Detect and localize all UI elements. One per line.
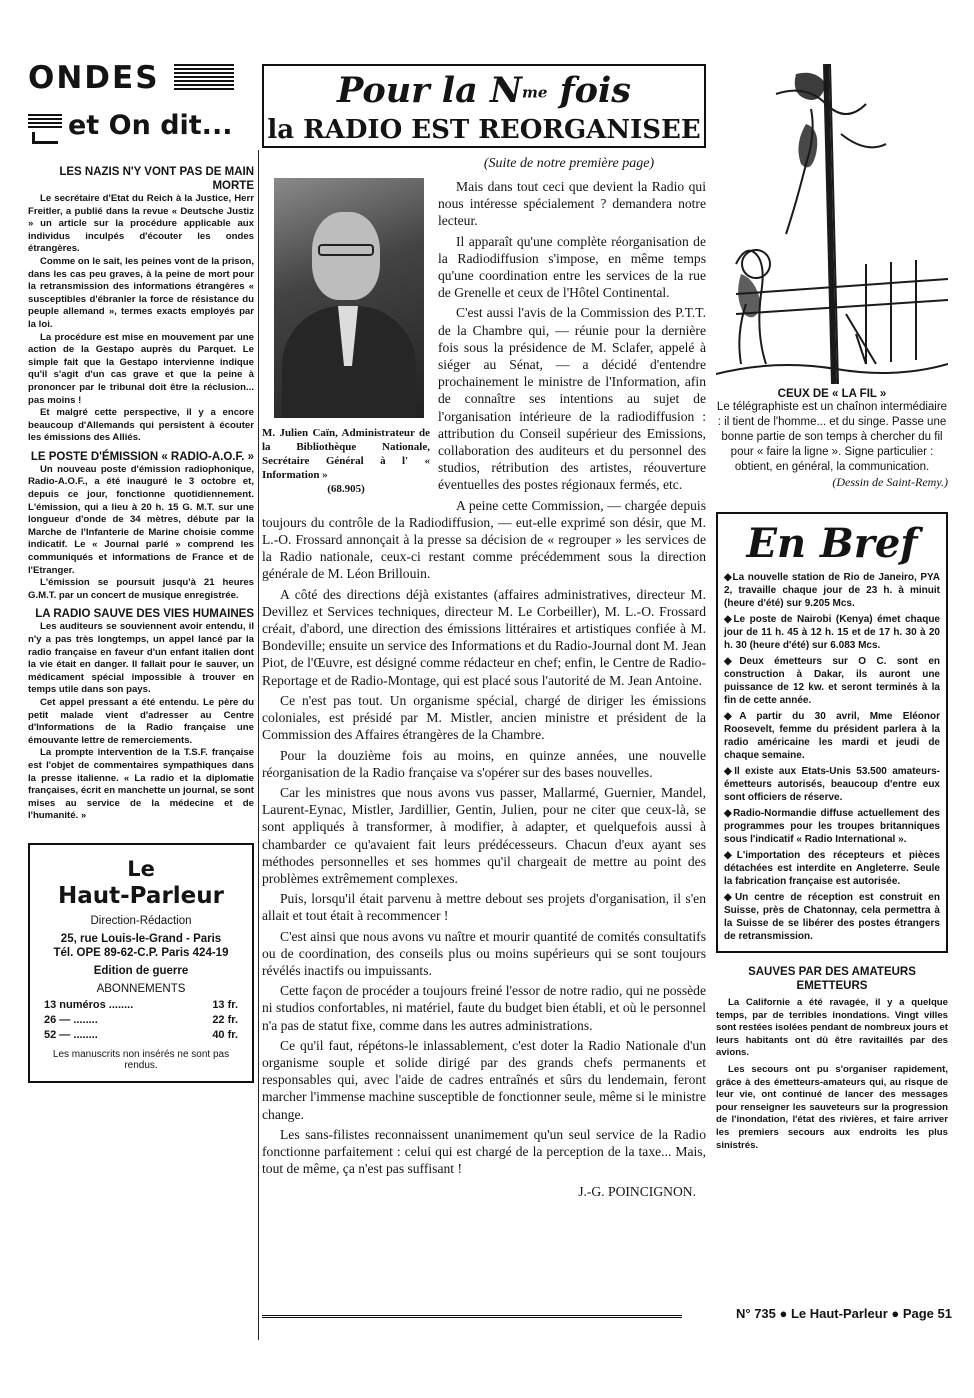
sub-label: 52 — ........ bbox=[44, 1028, 98, 1041]
article-paragraph: Et malgré cette perspective, il y a encore beaucoup d'Allemands qui persistent à écouter les émissions des Alliés. bbox=[28, 407, 254, 444]
corner-mark-icon bbox=[32, 132, 58, 144]
bref-item: ◆ Un centre de réception est construit en Suisse, près de Chatonnay, cela permettra à la Suisse de se libérer des postes étrangers de retransmission. bbox=[724, 891, 940, 943]
footer-text: N° 735 ● Le Haut-Parleur ● Page 51 bbox=[736, 1306, 952, 1321]
article-radio-sauve bbox=[28, 607, 254, 823]
masthead-ondes: ONDES bbox=[28, 60, 160, 96]
article-paragraph: Mais dans tout ceci que devient la Radio qui nous intéresse spécialement ? demandera notre lecteur. bbox=[438, 179, 706, 229]
article-title: SAUVES PAR DES AMATEURS EMETTEURS bbox=[748, 966, 916, 992]
headline-line-2: la RADIO EST REORGANISEE bbox=[267, 114, 701, 145]
masthead-lines-icon bbox=[174, 64, 234, 90]
article-radio-aof bbox=[28, 450, 254, 603]
article-paragraph: Les auditeurs se souviennent avoir entendu, il n'y a pas très longtemps, un appel lancé par la radio française en faveur d'un enfant italien dont la vie était en danger. Il fallait pour le sauver, un médicament spécial impossible à trouver en temps utile dans son pays. bbox=[28, 621, 254, 696]
masthead-lines-icon bbox=[28, 114, 62, 128]
article-paragraph: Car les ministres que nous avons vus passer, Mallarmé, Guernier, Mandel, Laurent-Eynac, Mistler, Jardillier, Gentin, Julien, pour ne citer que ceux-là, se sont appliqués à transformer, à modifier, à adapter, et quelquefois aussi à chambarder ce qu'avaient fait leurs prédécesseurs. Chacun d'eux ayant ses méthodes personnelles et ses hommes qu'il chargeait de mettre au point des problèmes extrêmement complexes. bbox=[262, 784, 706, 886]
bref-item: ◆ La nouvelle station de Rio de Janeiro, PYA 2, travaille chaque jour de 23 h. à minuit (heure d'été) sur 9.205 Mcs. bbox=[724, 571, 940, 610]
left-column bbox=[28, 60, 254, 1083]
article-paragraph: Les secours ont pu s'organiser rapidement, grâce à des émetteurs-amateurs qui, au risque de leur vie, ont continué de lancer des messages pour renseigner les sauveteurs sur la progression de l'inondation, l'état des rivières, et faire arriver les premiers secours aux endroits les plus sinistrés. bbox=[716, 1063, 948, 1151]
column-divider bbox=[258, 150, 259, 1340]
article-paragraph: A côté des directions déjà existantes (affaires administratives, directeur M. Devillez et Services techniques, directeur M. Le Corbeiller), M. L.-O. Frossard créait, d'abord, une direction des émissions littéraires et artistiques confiée à M. Bondeville; ensuite un service des Informations et du Radio-Journal dont M. Jean Piot, de l'Œuvre, est désigné comme rédacteur en chef; enfin, le Centre de Radio-Reportage et de Radio-Montage, qui est placé sous l'autorité de M. Jean Antoine. bbox=[262, 586, 706, 688]
main-article bbox=[262, 64, 706, 1201]
article-paragraph: Le secrétaire d'Etat du Reich à la Justice, Herr Freitler, a publié dans la revue « Deutsche Justiz » un article sur la procédure applicable aux individus inculpés d'écouter les ondes étrangères. bbox=[28, 193, 254, 255]
page-footer bbox=[262, 1306, 952, 1328]
sub-label: 26 — ........ bbox=[44, 1013, 98, 1026]
article-paragraph: Ce n'est pas tout. Un organisme spécial, chargé de diriger les émissions coloniales, est présidé par M. Mistler, ancien ministre et président de la Commission des Affaires étrangères de la Chambre. bbox=[262, 692, 706, 743]
drawing-text: Le télégraphiste est un chaînon intermédiaire : il tient de l'homme... et du singe. Passe une bonne partie de son temps à chercher du fil pour « faire la ligne ». Signe particulier : obtient, en général, la communication. bbox=[716, 401, 948, 473]
signature: J.-G. POINCIGNON. bbox=[578, 1184, 696, 1200]
article-paragraph: Comme on le sait, les peines vont de la prison, dans les cas peu graves, à la peine de mort pour la retransmission des informations étrangères « susceptibles d'ébranler la force de résistance du peuple allemand », termes exacts employés par la loi. bbox=[28, 255, 254, 330]
box-dept: Direction-Rédaction bbox=[90, 914, 192, 927]
photo-block bbox=[262, 178, 430, 496]
sub-label: 13 numéros ........ bbox=[44, 998, 134, 1011]
box-tel: Tél. OPE 89-62-C.P. Paris 424-19 bbox=[53, 946, 229, 959]
article-paragraph: L'émission se poursuit jusqu'à 21 heures G.M.T. par un concert de musique enregistrée. bbox=[28, 577, 254, 601]
bref-item: ◆ Deux émetteurs sur O C. sont en construction à Dakar, ils auront une puissance de 12 kw. et seront terminés à la fin de cette année. bbox=[724, 655, 940, 707]
masthead-ondit: et On dit... bbox=[68, 110, 233, 141]
article-paragraph: Cette façon de procéder a toujours freiné l'essor de notre radio, qui ne possède ni studios confortables, ni matériel, faute du budget bien établi, et où le personnel n'a pas de statut fixe, comme dans les autres administrations. bbox=[262, 983, 706, 1033]
article-paragraph: A peine cette Commission, — chargée depuis toujours du contrôle de la Radiodiffusion, — eut-elle exprimé son désir, que M. L.-O. Frossard annonçait à la presse sa décision de « regrouper » les services de la Radio nationale, ceux-ci restant comme précédemment sous la direction générale de M. Léon Brillouin. bbox=[262, 497, 706, 582]
article-sauves bbox=[716, 965, 948, 1152]
box-name: Haut-Parleur bbox=[58, 882, 224, 909]
subtitle: (Suite de notre première page) bbox=[483, 156, 655, 171]
article-paragraph: Les sans-filistes reconnaissent unanimement qu'un seul service de la Radio fonctionne parfaitement : celui qui est chargé de la perception de la taxe... Mais, tout de même, ça n'est pas suffisant ! bbox=[262, 1126, 706, 1177]
article-title: LES NAZIS N'Y VONT PAS DE MAIN MORTE bbox=[59, 166, 254, 192]
portrait-photo bbox=[274, 178, 424, 418]
box-note: Les manuscrits non insérés ne sont pas rendus. bbox=[52, 1048, 230, 1071]
box-subscriptions bbox=[44, 999, 238, 1041]
en-bref-title: En Bref bbox=[746, 520, 918, 567]
sub-price: 22 fr. bbox=[212, 1013, 238, 1026]
article-paragraph: Puis, lorsqu'il était parvenu à mettre debout ses projets d'organisation, il s'en allait et tout était à recommencer ! bbox=[262, 891, 706, 924]
article-paragraph: Cet appel pressant a été entendu. Le père du petit malade vient d'adresser au Centre d'Informations de la Radio française une émouvante lettre de remerciements. bbox=[28, 696, 254, 746]
box-abonnements: ABONNEMENTS bbox=[96, 982, 186, 995]
article-paragraph: La procédure est mise en mouvement par une action de la Gestapo auprès du Parquet. Le simple fait que la Gestapo intervienne indique qu'il s'agit d'un cas grave et que la peine à prononcer par le tribunal doit être la réclusion... pas moins ! bbox=[28, 331, 254, 406]
haut-parleur-box bbox=[28, 843, 254, 1083]
article-paragraph: La prompte intervention de la T.S.F. française est l'objet de commentaires sympathiques dans la presse italienne. « La radio et la diplomatie françaises, écrit en manchette un journal, se sont mises au service de la médecine et de l'humanité. » bbox=[28, 747, 254, 822]
bref-item: ◆ Le poste de Nairobi (Kenya) émet chaque jour de 11 h. 45 à 12 h. 15 et de 17 h. 30 à 20 h. 30 (heure d'été) sur 6.083 Mcs. bbox=[724, 613, 940, 652]
sub-price: 40 fr. bbox=[212, 1028, 238, 1041]
article-paragraph: C'est aussi l'avis de la Commission des P.T.T. de la Chambre qui, — réunie pour la dernière fois sous la présidence de M. Sclafer, appelé à siéger au Sénat, — a décidé d'entendre prochainement le ministre de l'Information, afin de connaître ses intentions au sujet de l'organisation intérieure de la radiodiffusion : attribution du Conseil supérieur des Emissions, collaboration des auditeurs et du personnel des studios, rétribution des artistes, réouverture éventuelles des postes régionaux fermés, etc. bbox=[438, 305, 706, 493]
right-column bbox=[716, 64, 948, 1152]
box-edition: Edition de guerre bbox=[93, 964, 189, 977]
article-paragraph: Pour la douzième fois au moins, en quinze années, une nouvelle réorganisation de la Radio française va s'opérer sur des bases nouvelles. bbox=[262, 747, 706, 780]
article-nazis bbox=[28, 165, 254, 445]
footer-rule bbox=[262, 1315, 682, 1318]
article-title: LA RADIO SAUVE DES VIES HUMAINES bbox=[35, 608, 254, 621]
article-paragraph: La Californie a été ravagée, il y a quelque temps, par de terribles inondations. Vingt villes sont restées isolées pendant de nombreux jours et leurs habitants ont dû être ravitaillés par des avions. bbox=[716, 997, 948, 1059]
bref-item: ◆ L'importation des récepteurs et pièces détachées est interdite en Angleterre. Seule la fabrication française est autorisée. bbox=[724, 849, 940, 888]
cartoon-drawing bbox=[716, 64, 948, 384]
article-paragraph: Un nouveau poste d'émission radiophonique, Radio-A.O.F., a été inauguré le 3 octobre et, depuis ce jour, fonctionne quotidiennement. L'émission, qui a lieu à 20 h. 15 G. M.T. sur une longueur d'onde de 34 mètres, débute par la Marche de l'Infanterie de Marine choisie comme indicatif. Le « Journal parlé » comprend les communiqués et informations de France et de l'Etranger. bbox=[28, 463, 254, 576]
en-bref-box bbox=[716, 512, 948, 953]
sub-price: 13 fr. bbox=[212, 998, 238, 1011]
bref-item: ◆ A partir du 30 avril, Mme Eléonor Roosevelt, femme du président parlera à la radio américaine les mardi et jeudi de chaque semaine. bbox=[724, 710, 940, 762]
headline-line-1: Pour la Nme fois bbox=[337, 70, 631, 111]
masthead bbox=[28, 60, 254, 160]
drawing-title: CEUX DE « LA FIL » bbox=[777, 388, 887, 400]
box-le: Le bbox=[127, 856, 155, 881]
box-address: 25, rue Louis-le-Grand - Paris bbox=[60, 932, 222, 945]
headline-box bbox=[262, 64, 706, 148]
bref-item: ◆ Il existe aux Etats-Unis 53.500 amateurs-émetteurs autorisés, beaucoup d'entre eux sont officiers de réserve. bbox=[724, 765, 940, 804]
article-paragraph: Ce qu'il faut, répétons-le inlassablement, c'est doter la Radio Nationale d'un organisme souple et solide dirigé par des grands chefs permanents et responsables qui, avec l'aide de cadres entraînés et sûrs du lendemain, feront marcher l'immense machine susceptible de fonctionner seule, même si le ministre change. bbox=[262, 1037, 706, 1122]
telegraphist-drawing bbox=[716, 64, 948, 384]
article-body bbox=[262, 178, 706, 1201]
bref-item: ◆ Radio-Normandie diffuse actuellement des programmes pour les troupes britanniques sous l'indicatif « Radio International ». bbox=[724, 807, 940, 846]
drawing-credit: (Dessin de Saint-Remy.) bbox=[832, 475, 948, 489]
article-title: LE POSTE D'ÉMISSION « RADIO-A.O.F. » bbox=[30, 450, 254, 463]
article-paragraph: Il apparaît qu'une complète réorganisation de la Radiodiffusion s'impose, en même temps qu'une coordination entre les services de la rue de Grenelle et ceux de l'Hôtel Continental. bbox=[438, 233, 706, 301]
article-paragraph: C'est ainsi que nous avons vu naître et mourir quantité de comités consultatifs ou de coordination, des conseils plus ou moins supérieurs qui se sont toujours révélés inactifs ou impuissants. bbox=[262, 928, 706, 978]
photo-caption: M. Julien Caïn, Administrateur de la Bibliothèque Nationale, Secrétaire Général à l' « Information » (68.905) bbox=[262, 427, 430, 495]
